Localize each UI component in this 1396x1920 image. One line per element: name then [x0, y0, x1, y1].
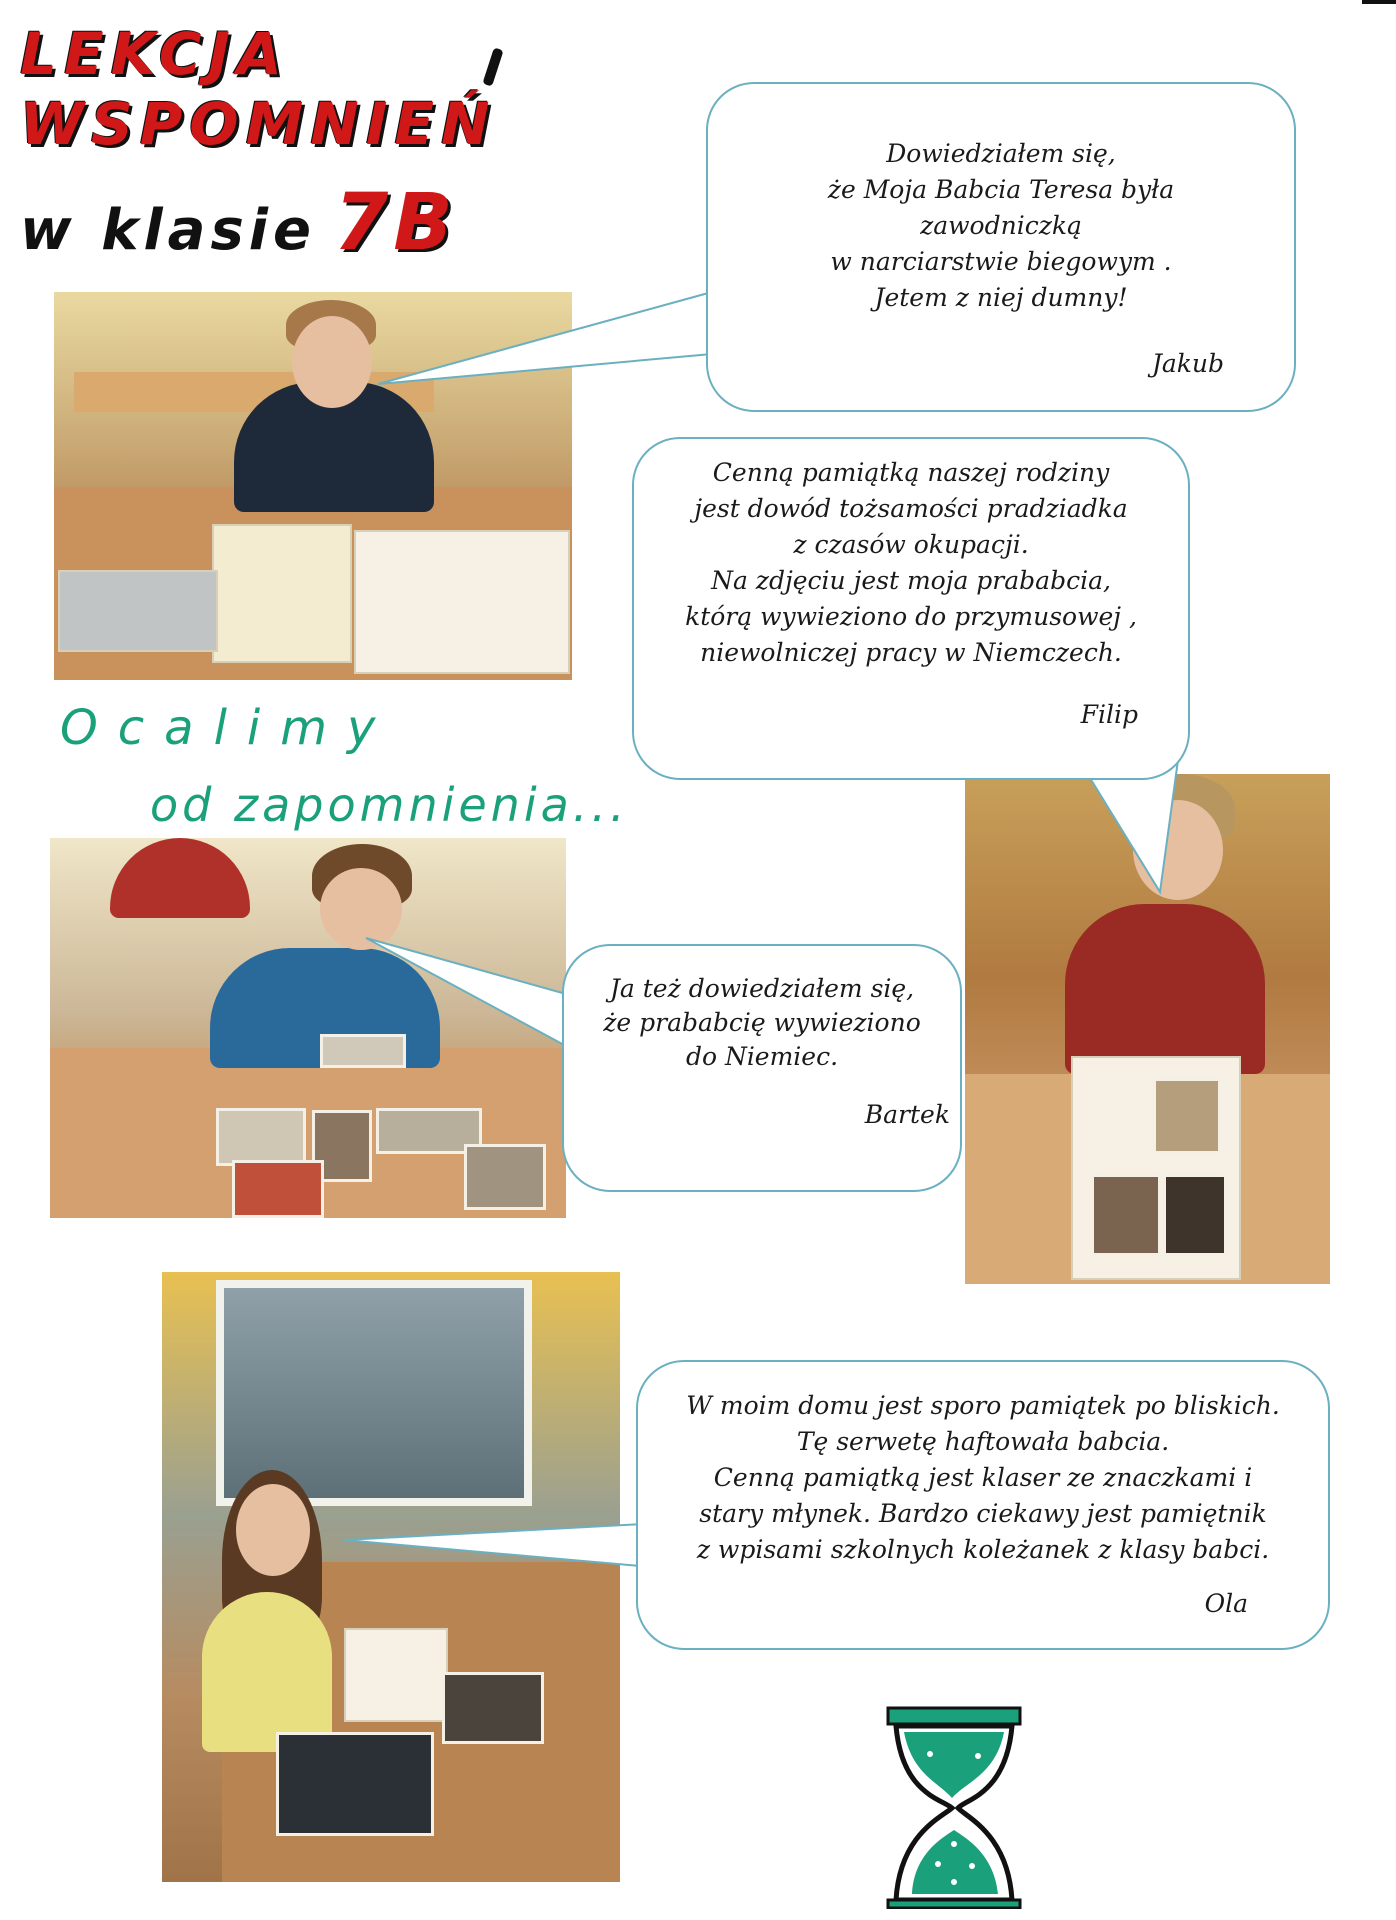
- title-line-2: WSPOMNIEŃ: [20, 90, 497, 158]
- speech-bubble-filip: [632, 437, 1190, 780]
- bubble-line: Ja też dowiedziałem się,: [609, 974, 915, 1003]
- title-line-3: [20, 178, 458, 268]
- bubble-line: którą wywieziono do przymusowej ,: [685, 602, 1137, 631]
- bubble-line: W moim domu jest sporo pamiątek po bliskich.: [686, 1391, 1280, 1420]
- subtitle-line-2: od zapomnienia...: [150, 778, 629, 832]
- subtitle-line-1: Ocalimy: [60, 700, 396, 756]
- speech-bubble-jakub: [706, 82, 1296, 412]
- speech-bubble-ola: [636, 1360, 1330, 1650]
- signature-filip: Filip: [1080, 700, 1138, 729]
- bubble-line: Cenną pamiątką jest klaser ze znaczkami i: [713, 1463, 1253, 1492]
- signature-jakub: Jakub: [1151, 349, 1224, 378]
- bubble-line: jest dowód tożsamości pradziadka: [694, 494, 1128, 523]
- title-class-prefix: w klasie: [20, 198, 316, 263]
- photo-jakub: [54, 292, 572, 680]
- bubble-line: Dowiedziałem się,: [886, 139, 1116, 168]
- photo-filip: [965, 774, 1330, 1284]
- bubble-line: stary młynek. Bardzo ciekawy jest pamiętnik: [699, 1499, 1267, 1528]
- bubble-line: Tę serwetę haftowała babcia.: [796, 1427, 1170, 1456]
- bubble-line: z wpisami szkolnych koleżanek z klasy babci.: [696, 1535, 1270, 1564]
- photo-ola: [162, 1272, 620, 1882]
- hourglass-icon: [882, 1704, 1027, 1909]
- bubble-line: że prababcię wywieziono: [603, 1008, 921, 1037]
- speech-bubble-bartek: [562, 944, 962, 1192]
- bubble-line: Cenną pamiątką naszej rodziny: [712, 458, 1110, 487]
- bubble-line: zawodniczką: [920, 211, 1082, 240]
- bubble-line: że Moja Babcia Teresa była: [827, 175, 1175, 204]
- signature-bartek: Bartek: [864, 1100, 950, 1129]
- bubble-line: Jetem z niej dumny!: [874, 283, 1128, 312]
- bubble-line: niewolniczej pracy w Niemczech.: [700, 638, 1122, 667]
- scan-edge-mark: [1362, 0, 1396, 4]
- photo-bartek: [50, 838, 566, 1218]
- title-class-number: 7B: [333, 178, 458, 268]
- title-line-1: LEKCJA: [20, 20, 289, 88]
- bubble-line: z czasów okupacji.: [793, 530, 1029, 559]
- signature-ola: Ola: [1204, 1589, 1248, 1618]
- accent-mark: [482, 47, 503, 86]
- bubble-line: do Niemiec.: [685, 1042, 839, 1071]
- bubble-line: Na zdjęciu jest moja prababcia,: [711, 566, 1111, 595]
- bubble-line: w narciarstwie biegowym .: [830, 247, 1172, 276]
